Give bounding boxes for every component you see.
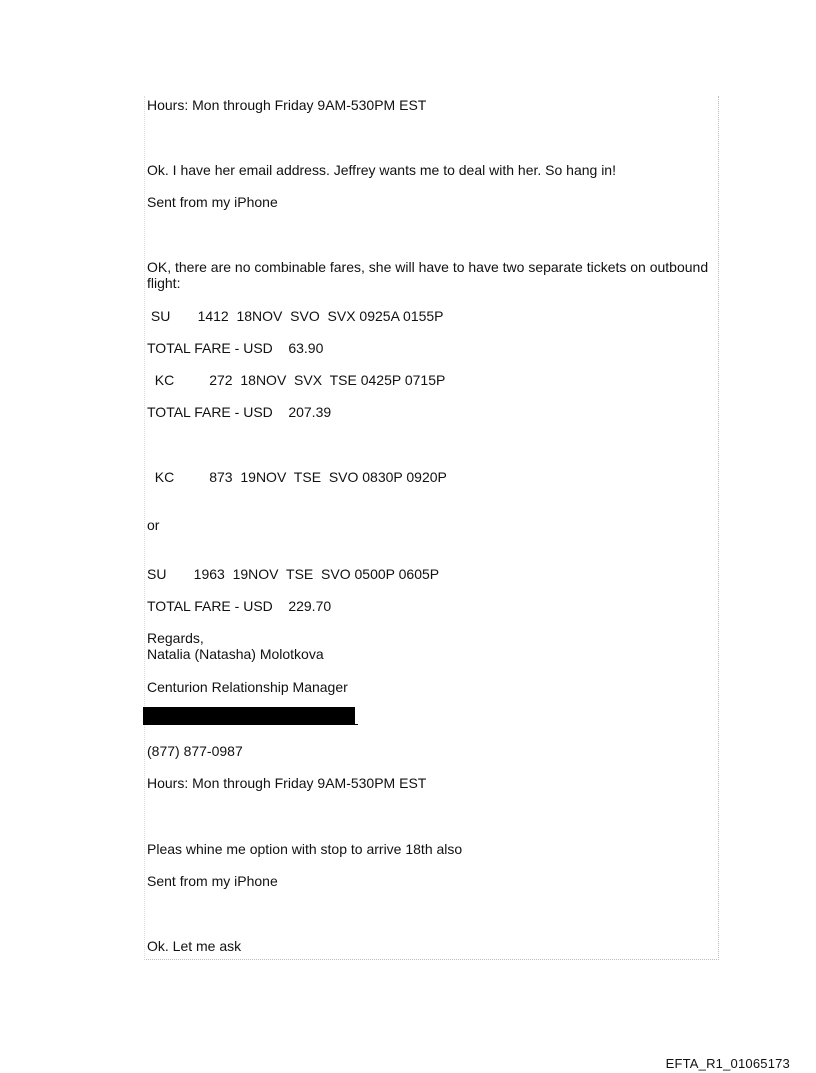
message-text: Ok. I have her email address. Jeffrey wants me to deal with her. So hang in! (147, 162, 616, 178)
phone-number: (877) 877-0987 (147, 743, 243, 759)
hours-text: Hours: Mon through Friday 9AM-530PM EST (147, 97, 427, 113)
regards-text: Regards, (147, 630, 204, 646)
redacted-email-block (143, 707, 355, 725)
flight-line: SU 1963 19NOV TSE SVO 0500P 0605P (147, 566, 440, 582)
document-id: EFTA_R1_01065173 (665, 1056, 790, 1071)
sender-title: Centurion Relationship Manager (147, 679, 348, 695)
hours-text: Hours: Mon through Friday 9AM-530PM EST (147, 775, 427, 791)
flight-line: KC 873 19NOV TSE SVO 0830P 0920P (147, 469, 447, 485)
redaction-underline (355, 724, 358, 725)
signature-text: Sent from my iPhone (147, 194, 278, 210)
flight-line: SU 1412 18NOV SVO SVX 0925A 0155P (147, 308, 444, 324)
email-thread-container (144, 96, 719, 960)
flight-line: KC 272 18NOV SVX TSE 0425P 0715P (147, 372, 446, 388)
message-text: Ok. Let me ask (147, 938, 242, 954)
message-text: Pleas whine me option with stop to arrive 18th also (147, 841, 463, 857)
fare-line: TOTAL FARE - USD 63.90 (147, 340, 324, 356)
fare-line: TOTAL FARE - USD 207.39 (147, 404, 332, 420)
message-text: OK, there are no combinable fares, she will have to have two separate tickets on outbound flight: (147, 259, 709, 291)
signature-text: Sent from my iPhone (147, 873, 278, 889)
sender-name: Natalia (Natasha) Molotkova (147, 646, 324, 662)
fare-line: TOTAL FARE - USD 229.70 (147, 598, 332, 614)
or-text: or (147, 517, 160, 533)
